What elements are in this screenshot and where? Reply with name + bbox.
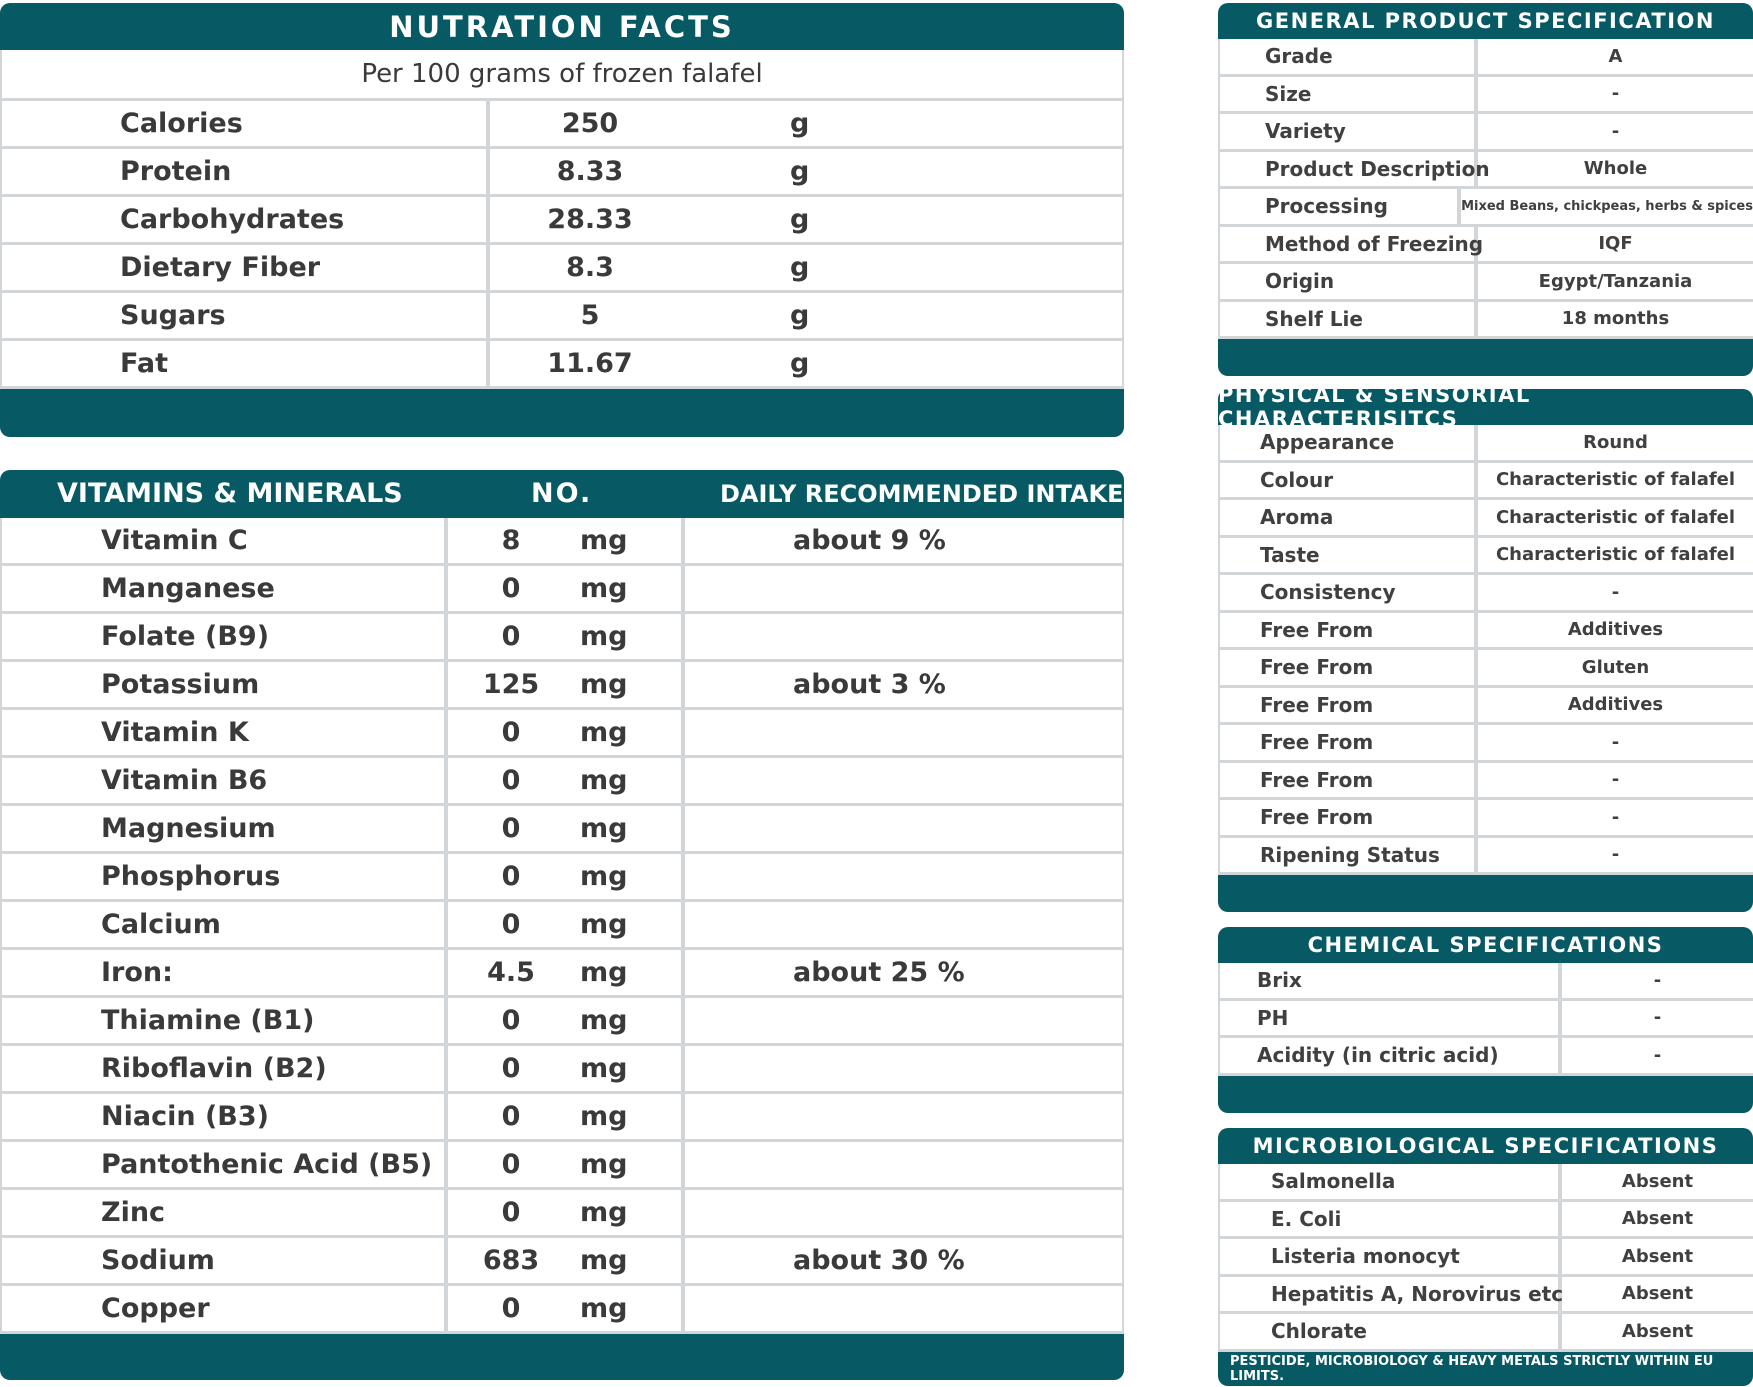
micro-spec-row [1220,1164,1753,1202]
vitamin-unit: mg [580,813,628,844]
micro-footer-note: PESTICIDE, MICROBIOLOGY & HEAVY METALS STRICTLY WITHIN EU LIMITS. [1218,1352,1753,1386]
vitamin-unit: mg [580,525,628,556]
vitamin-value: 0 [501,1101,521,1132]
col-header-name: VITAMINS & MINERALS [57,478,403,509]
vitamin-amount [448,1142,685,1187]
vitamin-value: 0 [501,1149,521,1180]
vitamin-amount [448,998,685,1043]
vitamin-value: 0 [501,765,521,796]
spec-label: Appearance [1220,425,1478,460]
chemical-rows [1218,963,1753,1076]
spec-label: Chlorate [1220,1314,1562,1349]
micro-spec-row [1220,1202,1753,1240]
vitamin-unit: mg [580,765,628,796]
general-spec-row [1220,302,1753,340]
vitamin-row [2,854,1124,902]
spec-label: Hepatitis A, Norovirus etc [1220,1277,1562,1312]
physical-rows [1218,425,1753,875]
spec-value: Mixed Beans, chickpeas, herbs & spices [1461,198,1753,214]
vitamin-amount [448,854,685,899]
vitamin-value: 0 [501,909,521,940]
physical-spec-row [1220,725,1753,763]
spec-value: Characteristic of falafel [1495,469,1736,491]
chemical-spec-table [1218,927,1753,1113]
general-spec-row [1220,77,1753,115]
nutrient-unit: g [790,156,810,187]
physical-spec-row [1220,463,1753,501]
spec-label: Grade [1220,39,1478,74]
physical-spec-row [1220,500,1753,538]
spec-label: Salmonella [1220,1164,1562,1199]
physical-spec-row [1220,763,1753,801]
general-spec-row [1220,39,1753,77]
vitamins-minerals-table [0,470,1124,1380]
nutrition-footer-bar [0,389,1124,437]
micro-spec-row [1220,1277,1753,1315]
general-spec-rows [1218,39,1753,339]
vitamin-row [2,1142,1124,1190]
nutrient-value: 8.3 [566,252,614,283]
spec-label: Free From [1220,800,1478,835]
vitamin-value: 0 [501,813,521,844]
vitamin-amount [448,1190,685,1235]
spec-value: Characteristic of falafel [1495,544,1736,566]
micro-spec-row [1220,1314,1753,1352]
vitamin-value: 0 [501,1005,521,1036]
vitamin-value: 683 [482,1245,540,1276]
spec-label: Taste [1220,538,1478,573]
spec-label: Free From [1220,763,1478,798]
nutrient-unit: g [790,108,810,139]
physical-spec-row [1220,688,1753,726]
vitamin-unit: mg [580,717,628,748]
vitamin-amount [448,902,685,947]
spec-value: Characteristic of falafel [1495,506,1736,528]
vitamin-intake: about 30 % [793,1245,965,1276]
vitamin-amount [448,566,685,611]
vitamin-row [2,1190,1124,1238]
vitamin-row [2,614,1124,662]
vitamin-name: Copper [2,1286,448,1331]
spec-value: A [1608,45,1623,67]
chemical-title: CHEMICAL SPECIFICATIONS [1218,927,1753,963]
vitamin-name: Zinc [2,1190,448,1235]
spec-value: Absent [1621,1208,1694,1230]
vitamin-name: Vitamin C [2,518,448,563]
nutrient-unit: g [790,348,810,379]
physical-spec-row [1220,575,1753,613]
chemical-spec-row [1220,1001,1753,1039]
col-header-no: NO. [531,478,593,509]
vitamin-name: Manganese [2,566,448,611]
nutrient-name: Dietary Fiber [2,245,490,290]
spec-label: Origin [1220,264,1478,299]
vitamins-header [0,470,1124,518]
nutrition-subtitle: Per 100 grams of frozen falafel [0,50,1124,101]
vitamin-unit: mg [580,1101,628,1132]
nutrient-unit: g [790,252,810,283]
vitamin-name: Riboflavin (B2) [2,1046,448,1091]
spec-value: Absent [1621,1245,1694,1267]
nutrition-facts-table [0,3,1124,437]
nutrient-value: 5 [580,300,600,331]
vitamin-intake: about 3 % [793,669,946,700]
vitamin-row [2,566,1124,614]
physical-spec-row [1220,613,1753,651]
vitamin-intake [685,1046,1122,1091]
vitamin-value: 8 [501,525,521,556]
spec-label: Colour [1220,463,1478,498]
vitamin-value: 0 [501,573,521,604]
spec-value: - [1653,1007,1662,1029]
vitamin-intake [685,1142,1122,1187]
vitamin-intake [685,566,1122,611]
physical-sensorial-table [1218,383,1753,912]
vitamin-amount [448,710,685,755]
vitamin-unit: mg [580,621,628,652]
vitamin-amount [448,1238,685,1283]
vitamin-amount [448,806,685,851]
vitamin-amount [448,1286,685,1331]
vitamins-footer-bar [0,1334,1124,1380]
vitamin-name: Folate (B9) [2,614,448,659]
vitamin-name: Potassium [2,662,448,707]
vitamin-row [2,806,1124,854]
vitamin-name: Thiamine (B1) [2,998,448,1043]
nutrition-row [2,149,1124,197]
chemical-spec-row [1220,1038,1753,1076]
vitamin-name: Phosphorus [2,854,448,899]
nutrient-name: Sugars [2,293,490,338]
spec-label: Consistency [1220,575,1478,610]
micro-spec-row [1220,1239,1753,1277]
vitamin-value: 125 [482,669,540,700]
vitamin-amount [448,758,685,803]
vitamin-value: 0 [501,1053,521,1084]
nutrient-unit: g [790,300,810,331]
vitamin-unit: mg [580,1245,628,1276]
nutrient-value: 11.67 [547,348,633,379]
spec-value: - [1653,1044,1662,1066]
nutrient-name: Protein [2,149,490,194]
microbiological-spec-table [1218,1128,1753,1386]
vitamin-unit: mg [580,669,628,700]
vitamin-intake [685,902,1122,947]
vitamin-name: Iron: [2,950,448,995]
spec-label: Acidity (in citric acid) [1220,1038,1562,1073]
vitamin-unit: mg [580,1053,628,1084]
spec-value: - [1611,769,1620,791]
spec-value: - [1653,969,1662,991]
general-spec-row [1220,114,1753,152]
spec-label: Free From [1220,650,1478,685]
spec-label: Free From [1220,725,1478,760]
vitamin-amount [448,662,685,707]
general-spec-row [1220,264,1753,302]
general-spec-row [1220,227,1753,265]
vitamin-intake [685,854,1122,899]
vitamin-intake [685,1286,1122,1331]
spec-value: Absent [1621,1170,1694,1192]
vitamin-amount [448,950,685,995]
vitamin-amount [448,614,685,659]
vitamin-value: 0 [501,1293,521,1324]
vitamin-name: Vitamin K [2,710,448,755]
vitamin-row [2,1046,1124,1094]
vitamin-unit: mg [580,573,628,604]
physical-spec-row [1220,800,1753,838]
spec-label: Aroma [1220,500,1478,535]
physical-footer-bar [1218,875,1753,912]
vitamin-name: Vitamin B6 [2,758,448,803]
physical-title: PHYSICAL & SENSORIAL CHARACTERISITCS [1218,389,1753,425]
nutrient-value: 250 [561,108,619,139]
vitamin-intake [685,1094,1122,1139]
vitamin-intake: about 25 % [793,957,965,988]
physical-spec-row [1220,838,1753,876]
spec-label: Free From [1220,613,1478,648]
vitamin-intake [685,758,1122,803]
vitamin-intake [685,998,1122,1043]
vitamin-unit: mg [580,1149,628,1180]
nutrient-name: Calories [2,101,490,146]
micro-title: MICROBIOLOGICAL SPECIFICATIONS [1218,1128,1753,1164]
vitamin-row [2,758,1124,806]
nutrition-row [2,197,1124,245]
vitamin-row [2,1238,1124,1286]
spec-label: Size [1220,77,1478,112]
spec-value: - [1611,844,1620,866]
spec-value: - [1611,731,1620,753]
spec-label: Product Description [1220,152,1478,187]
nutrient-value: 28.33 [547,204,633,235]
spec-label: Variety [1220,114,1478,149]
vitamins-rows [0,518,1124,1334]
spec-value: Additives [1567,619,1664,641]
spec-value: Whole [1583,158,1648,180]
spec-label: Brix [1220,963,1562,998]
general-spec-row [1220,152,1753,190]
spec-label: Free From [1220,688,1478,723]
col-header-intake: DAILY RECOMMENDED INTAKE [720,480,1124,508]
nutrition-rows [0,101,1124,389]
vitamin-name: Pantothenic Acid (B5) [2,1142,448,1187]
nutrition-row [2,245,1124,293]
vitamin-name: Magnesium [2,806,448,851]
vitamin-amount [448,518,685,563]
nutrient-name: Fat [2,341,490,386]
vitamin-intake: about 9 % [793,525,946,556]
spec-value: - [1611,806,1620,828]
physical-spec-row [1220,538,1753,576]
general-spec-table [1218,3,1753,376]
vitamin-unit: mg [580,909,628,940]
general-spec-row [1220,189,1753,227]
vitamin-row [2,998,1124,1046]
vitamin-row [2,902,1124,950]
vitamin-value: 0 [501,717,521,748]
spec-value: IQF [1598,233,1633,255]
spec-value: - [1611,120,1620,142]
chemical-footer-bar [1218,1076,1753,1113]
nutrition-row [2,101,1124,149]
vitamin-unit: mg [580,1293,628,1324]
spec-label: Listeria monocyt [1220,1239,1562,1274]
spec-label: Shelf Lie [1220,302,1478,337]
spec-value: - [1611,83,1620,105]
vitamin-row [2,710,1124,758]
vitamin-amount [448,1094,685,1139]
vitamin-name: Sodium [2,1238,448,1283]
nutrition-row [2,341,1124,389]
spec-value: Gluten [1581,656,1650,678]
spec-label: PH [1220,1001,1562,1036]
spec-value: - [1611,581,1620,603]
vitamin-row [2,950,1124,998]
vitamin-unit: mg [580,861,628,892]
nutrient-unit: g [790,204,810,235]
vitamin-intake [685,710,1122,755]
vitamin-row [2,662,1124,710]
vitamin-name: Calcium [2,902,448,947]
vitamin-unit: mg [580,1005,628,1036]
spec-value: Round [1583,431,1648,453]
micro-rows [1218,1164,1753,1352]
vitamin-row [2,1286,1124,1334]
vitamin-name: Niacin (B3) [2,1094,448,1139]
vitamin-intake [685,806,1122,851]
vitamin-unit: mg [580,1197,628,1228]
spec-value: Additives [1567,694,1664,716]
nutrition-title: NUTRATION FACTS [0,3,1124,50]
spec-value: Absent [1621,1283,1694,1305]
spec-value: Egypt/Tanzania [1538,270,1693,292]
spec-label: Processing [1220,189,1461,224]
vitamin-value: 0 [501,1197,521,1228]
spec-label: Ripening Status [1220,838,1478,873]
vitamin-value: 4.5 [487,957,535,988]
vitamin-intake [685,614,1122,659]
spec-label: Method of Freezing [1220,227,1478,262]
vitamin-value: 0 [501,621,521,652]
vitamin-row [2,518,1124,566]
spec-value: Absent [1621,1320,1694,1342]
nutrient-name: Carbohydrates [2,197,490,242]
spec-label: E. Coli [1220,1202,1562,1237]
vitamin-row [2,1094,1124,1142]
nutrition-row [2,293,1124,341]
general-spec-title: GENERAL PRODUCT SPECIFICATION [1218,3,1753,39]
physical-spec-row [1220,650,1753,688]
vitamin-value: 0 [501,861,521,892]
vitamin-intake [685,1190,1122,1235]
chemical-spec-row [1220,963,1753,1001]
spec-value: 18 months [1561,308,1670,330]
vitamin-amount [448,1046,685,1091]
vitamin-unit: mg [580,957,628,988]
general-footer-bar [1218,339,1753,376]
nutrient-value: 8.33 [556,156,624,187]
